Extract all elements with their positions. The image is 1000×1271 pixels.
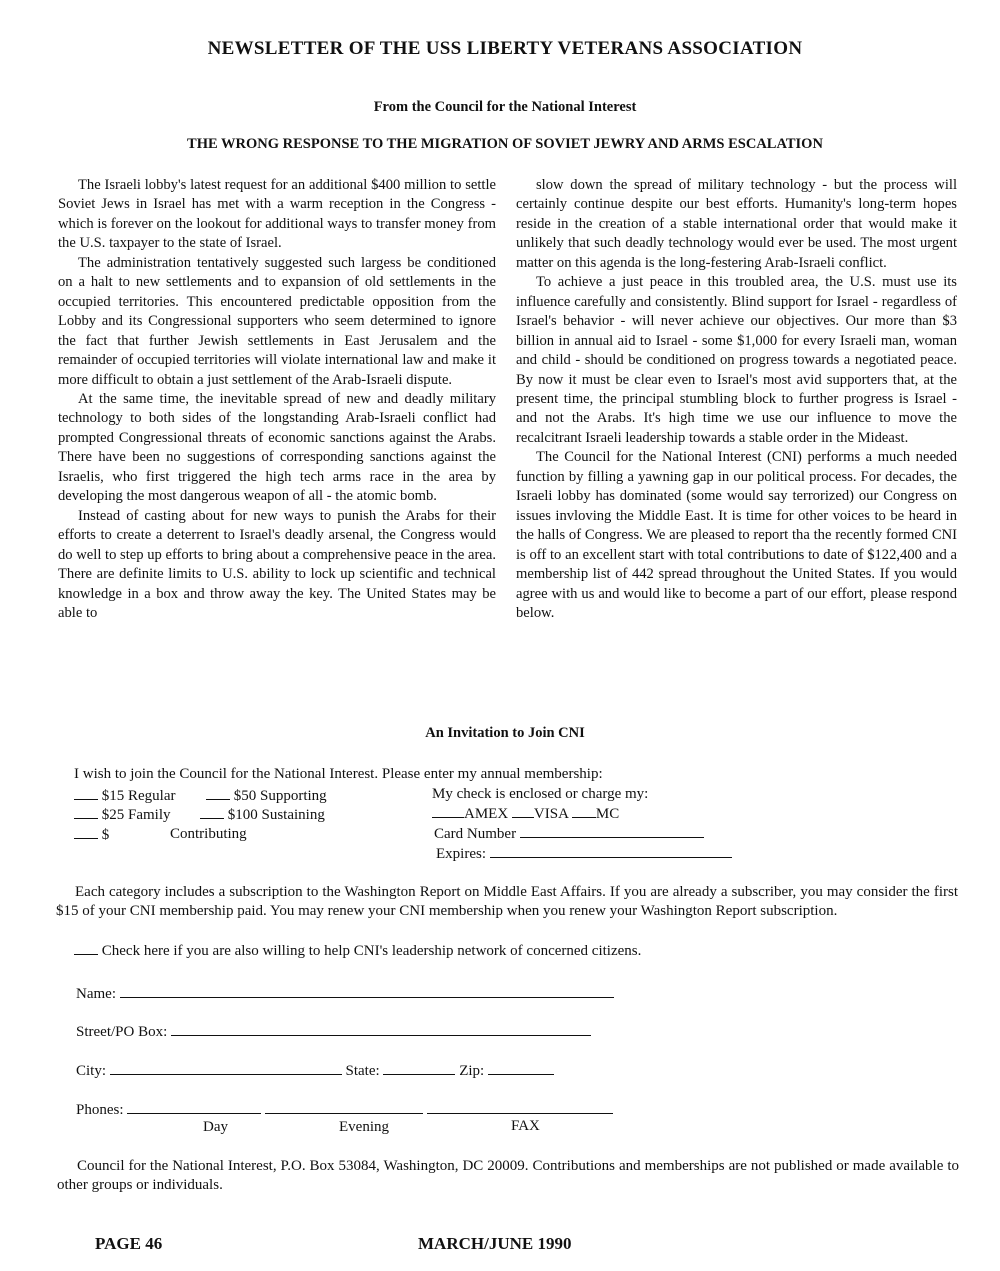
amex-label: AMEX [464, 806, 509, 822]
checkbox-blank[interactable] [74, 825, 98, 839]
address-note: Council for the National Interest, P.O. Box 53084, Washington, DC 20009. Contributions and memberships are not published or made available to other groups or individuals. [57, 1158, 959, 1193]
article-column-left [58, 176, 496, 623]
option-family[interactable] [74, 805, 171, 825]
option-supporting[interactable] [206, 786, 327, 806]
form-title: An Invitation to Join CNI [425, 725, 585, 741]
zip-blank[interactable] [488, 1061, 554, 1075]
card-number-blank[interactable] [520, 824, 704, 838]
visa-blank[interactable] [512, 804, 534, 818]
street-blank[interactable] [171, 1022, 591, 1036]
phone-fax-caption: FAX [511, 1118, 540, 1134]
article-paragraph: The administration tentatively suggested such largess be conditioned on a halt to new settlements and to expansion of old settlements in the occupied territories. This encountered predictable opposition from the Lobby and its Congressional supporters who seem determined to ignore the fact that further Jewish settlements in East Jerusalem and the remainder of occupied territories will violate international law and make it more difficult to obtain a just settlement of the Arab-Israeli dispute. [58, 254, 496, 388]
checkbox-blank[interactable] [74, 805, 98, 819]
card-number-label: Card Number [434, 826, 517, 842]
street-label: Street/PO Box: [76, 1024, 168, 1040]
masthead: NEWSLETTER OF THE USS LIBERTY VETERANS ASSOCIATION [207, 38, 803, 59]
article-paragraph: The Israeli lobby's latest request for an additional $400 million to settle Soviet Jews in Israel has met with a warm reception in the Congress - which is forever on the lookout for additional ways to transfer money from the U.S. taxpayer to the state of Israel. [58, 177, 496, 252]
zip-label: Zip: [459, 1063, 485, 1079]
subscription-note: Each category includes a subscription to the Washington Report on Middle East Affairs. If you are already a subscriber, you may consider the first $15 of your CNI membership paid. You may renew your CNI membership when you renew your Washington Report subscription. [56, 884, 958, 919]
city-field[interactable] [76, 1061, 554, 1081]
checkbox-blank[interactable] [200, 805, 224, 819]
leadership-checkbox-row[interactable] [74, 941, 641, 961]
payment-check-line: My check is enclosed or charge my: [432, 786, 649, 802]
article-column-right [516, 176, 957, 623]
checkbox-blank[interactable] [206, 786, 230, 800]
article-paragraph: The Council for the National Interest (CNI) performs a much needed function by filling a yawning gap in our political process. For decades, the Israeli lobby has dominated (some would say terrorized) our Congress on issues invloving the Middle East. It is time for other voices to be heard in the halls of Congress. We are pleased to report tha the recently formed CNI is off to an excellent start with total contributions to date of $122,400 and a membership list of 442 spread throughout the United States. If you would agree with us and would like to become a part of our effort, please respond below. [516, 449, 957, 621]
option-label: $100 Sustaining [227, 807, 325, 823]
option-contributing-label: Contributing [170, 826, 247, 842]
option-contributing-amount[interactable] [74, 825, 109, 845]
payment-cards [432, 804, 619, 824]
state-label: State: [345, 1063, 380, 1079]
phones-label: Phones: [76, 1102, 124, 1118]
article-paragraph: At the same time, the inevitable spread of new and deadly military technology to both sides of the longstanding Arab-Israeli conflict had prompted Congressional threats of economic sanctions against the Arabs. There have been no suggestions of corresponding sanctions against the Israelis, who first triggered the high tech arms race in the area by developing the most dangerous weapon of all - the atomic bomb. [58, 390, 496, 505]
visa-label: VISA [533, 806, 569, 822]
name-blank[interactable] [120, 984, 614, 998]
amex-blank[interactable] [432, 804, 464, 818]
source-line: From the Council for the National Interest [373, 99, 637, 115]
street-field[interactable] [76, 1022, 591, 1042]
issue-date: MARCH/JUNE 1990 [418, 1234, 572, 1253]
leadership-label: Check here if you are also willing to help CNI's leadership network of concerned citizens. [101, 943, 642, 959]
article-paragraph: To achieve a just peace in this troubled area, the U.S. must use its influence carefully and consistently. Blind support for Israel - regardless of Israel's behavior - will never achieve our objectives. Our more than $3 billion in annual aid to Israel - some $1,000 for every Israeli man, woman and child - should be conditioned on progress towards a negotiated peace. By now it must be clear even to Israel's most avid supporters that, at the present time, the principal stumbling block to further progress is Israel - and not the Arabs. It's high time we use our influence to move the recalcitrant Israeli leadership towards a stable order in the Mideast. [516, 274, 957, 446]
option-sustaining[interactable] [200, 805, 325, 825]
name-label: Name: [76, 986, 116, 1002]
mc-label: MC [595, 806, 620, 822]
expires-field[interactable] [436, 844, 732, 864]
phone-evening-blank[interactable] [265, 1100, 423, 1114]
option-label: $ [101, 827, 110, 843]
expires-label: Expires: [436, 846, 486, 862]
checkbox-blank[interactable] [74, 786, 98, 800]
city-blank[interactable] [110, 1061, 342, 1075]
article-paragraph: Instead of casting about for new ways to punish the Arabs for their efforts to create a deterrent to Israel's deadly arsenal, the Congress would do well to step up efforts to bring about a comprehensive peace in the area. There are definite limits to U.S. ability to lock up scientific and technical knowledge in a box and throw away the key. The United States may be able to [58, 507, 496, 621]
name-field[interactable] [76, 984, 614, 1004]
option-label: $15 Regular [101, 788, 176, 804]
page-number: PAGE 46 [95, 1234, 163, 1253]
form-intro: I wish to join the Council for the National Interest. Please enter my annual membership: [74, 766, 603, 782]
city-label: City: [76, 1063, 107, 1079]
phone-evening-caption: Evening [339, 1119, 389, 1135]
expires-blank[interactable] [490, 844, 732, 858]
option-label: $25 Family [101, 807, 171, 823]
card-number-field[interactable] [434, 824, 704, 844]
article-headline: THE WRONG RESPONSE TO THE MIGRATION OF SOVIET JEWRY AND ARMS ESCALATION [187, 136, 823, 152]
phone-day-caption: Day [203, 1119, 228, 1135]
option-regular[interactable] [74, 786, 175, 806]
state-blank[interactable] [383, 1061, 455, 1075]
mc-blank[interactable] [572, 804, 596, 818]
phone-fax-blank[interactable] [427, 1100, 613, 1114]
option-label: $50 Supporting [233, 788, 327, 804]
checkbox-blank[interactable] [74, 941, 98, 955]
phone-day-blank[interactable] [127, 1100, 261, 1114]
article-paragraph-continued: slow down the spread of military technology - but the process will certainly continue despite our best efforts. Humanity's long-term hopes reside in the creation of a stable international order that would make it unlikely that such deadly technology would ever be used. The most urgent matter on this agenda is the long-festering Arab-Israeli conflict. [516, 177, 957, 271]
